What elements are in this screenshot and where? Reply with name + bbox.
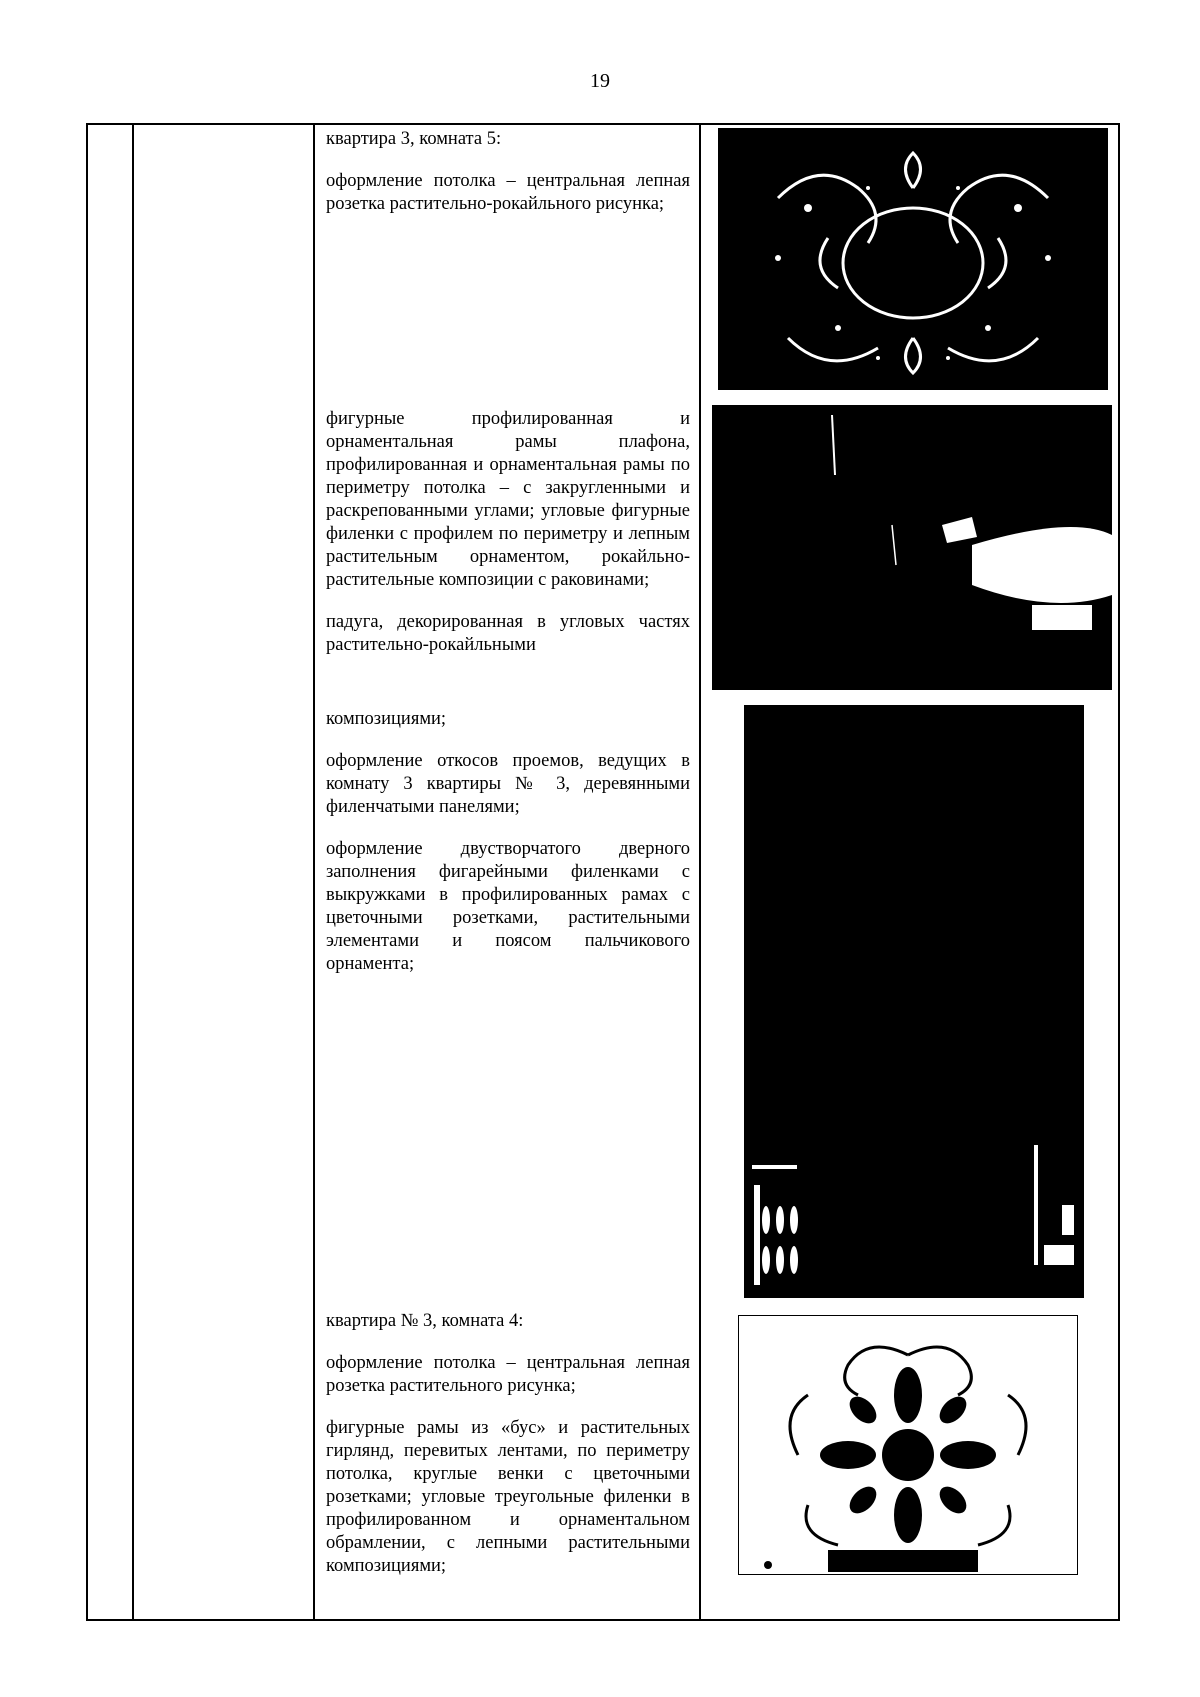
column-divider-2	[313, 125, 315, 1619]
paragraph: квартира 3, комната 5:	[326, 129, 502, 149]
page-number: 19	[590, 70, 610, 92]
rosette-ornament-image	[718, 128, 1108, 390]
paragraph: фигурные рамы из «бус» и растительных гирлянд, перевитых лентами, по периметру потолка, круглые венки с цветочными розетками; угловые треугольные филенки в профилированном и орнаментальном обрамлении, с лепными растительными композициями;	[326, 1418, 690, 1576]
paragraph: оформление откосов проемов, ведущих в комнату 3 квартиры № 3, деревянными филенчатыми панелями;	[326, 751, 690, 817]
text-block-room5-frames	[326, 408, 690, 676]
paragraph: композициями;	[326, 709, 447, 729]
paragraph: квартира № 3, комната 4:	[326, 1311, 524, 1331]
column-divider-3	[699, 125, 701, 1619]
paragraph: оформление потолка – центральная лепная розетка растительного рисунка;	[326, 1353, 690, 1396]
paragraph: фигурные профилированная и орнаментальная рамы плафона, профилированная и орнаментальная рамы по периметру потолка – с закругленными и раскрепованными углами; угловые фигурные филенки с профилем по периметру и лепным растительным орнаментом, рокайльно-растительные композиции с раковинами;	[326, 409, 690, 590]
text-block-room5-ceiling	[326, 128, 690, 235]
photo-ceiling-rosette-room4	[738, 1315, 1078, 1575]
photo-double-door-room5	[744, 705, 1084, 1298]
floral-rosette-image	[738, 1315, 1078, 1575]
paragraph: падуга, декорированная в угловых частях растительно-рокайльными	[326, 612, 690, 655]
doorway-image	[744, 705, 1084, 1298]
column-divider-1	[132, 125, 134, 1619]
plafond-frame-image	[712, 405, 1112, 690]
text-block-room5-doors	[326, 708, 690, 995]
heritage-table	[86, 123, 1120, 1621]
photo-ceiling-rosette-room5	[718, 128, 1108, 390]
photo-ceiling-frame-room5	[712, 405, 1112, 690]
paragraph: оформление потолка – центральная лепная розетка растительно-рокайльного рисунка;	[326, 171, 690, 214]
text-block-room4	[326, 1310, 690, 1597]
paragraph: оформление двустворчатого дверного заполнения фигарейными филенками с выкружками в профилированных рамах с цветочными розетками, растительными элементами и поясом пальчикового орнамента;	[326, 839, 690, 974]
